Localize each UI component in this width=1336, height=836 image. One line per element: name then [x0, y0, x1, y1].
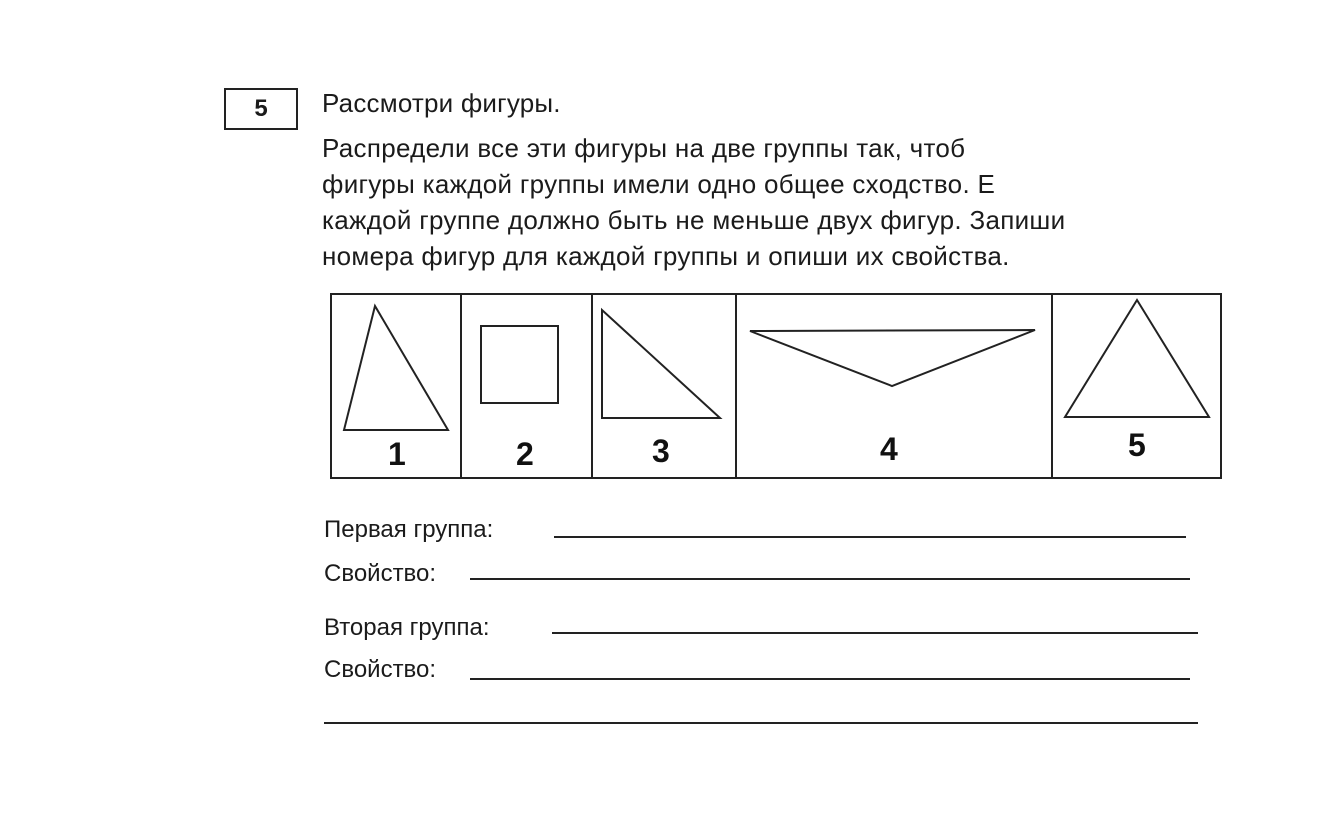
first-property-answer-line[interactable]	[470, 578, 1190, 580]
figure-number-1: 1	[388, 436, 406, 472]
obtuse-triangle-shape	[750, 330, 1035, 386]
figure-number-3: 3	[652, 433, 670, 469]
first-group-answer-line[interactable]	[554, 536, 1186, 538]
instruction-line: фигуры каждой группы имели одно общее сходство. Е	[322, 169, 996, 199]
instruction-line: номера фигур для каждой группы и опиши их свойства.	[322, 241, 1010, 271]
instruction-line: Распредели все эти фигуры на две группы так, чтоб	[322, 133, 966, 163]
second-property-label: Свойство:	[324, 656, 437, 683]
task-number-box	[224, 88, 298, 130]
right-triangle-shape	[602, 310, 720, 418]
second-group-label: Вторая группа:	[324, 614, 490, 641]
figure-cell-4	[750, 330, 1035, 467]
instruction-line: каждой группе должно быть не меньше двух фигур. Запиши	[322, 205, 1066, 235]
figure-cell-1	[344, 306, 448, 472]
figure-cell-3	[602, 310, 720, 469]
figure-number-2: 2	[516, 436, 534, 472]
figure-cell-5	[1065, 300, 1209, 463]
second-property-answer-line[interactable]	[470, 678, 1190, 680]
task-number: 5	[254, 95, 268, 122]
figures-table	[330, 290, 1224, 480]
second-group-answer-line[interactable]	[552, 632, 1198, 634]
first-property-label: Свойство:	[324, 560, 437, 587]
task-instructions	[322, 130, 1232, 274]
figure-cell-2	[481, 326, 558, 472]
extra-answer-line[interactable]	[324, 722, 1198, 724]
first-group-label: Первая группа:	[324, 516, 494, 543]
figure-number-5: 5	[1128, 427, 1146, 463]
figure-number-4: 4	[880, 431, 898, 467]
table-frame	[331, 294, 1221, 478]
square-shape	[481, 326, 558, 403]
isosceles-triangle-shape	[344, 306, 448, 430]
equilateral-triangle-shape	[1065, 300, 1209, 417]
task-title: Рассмотри фигуры.	[322, 88, 561, 118]
